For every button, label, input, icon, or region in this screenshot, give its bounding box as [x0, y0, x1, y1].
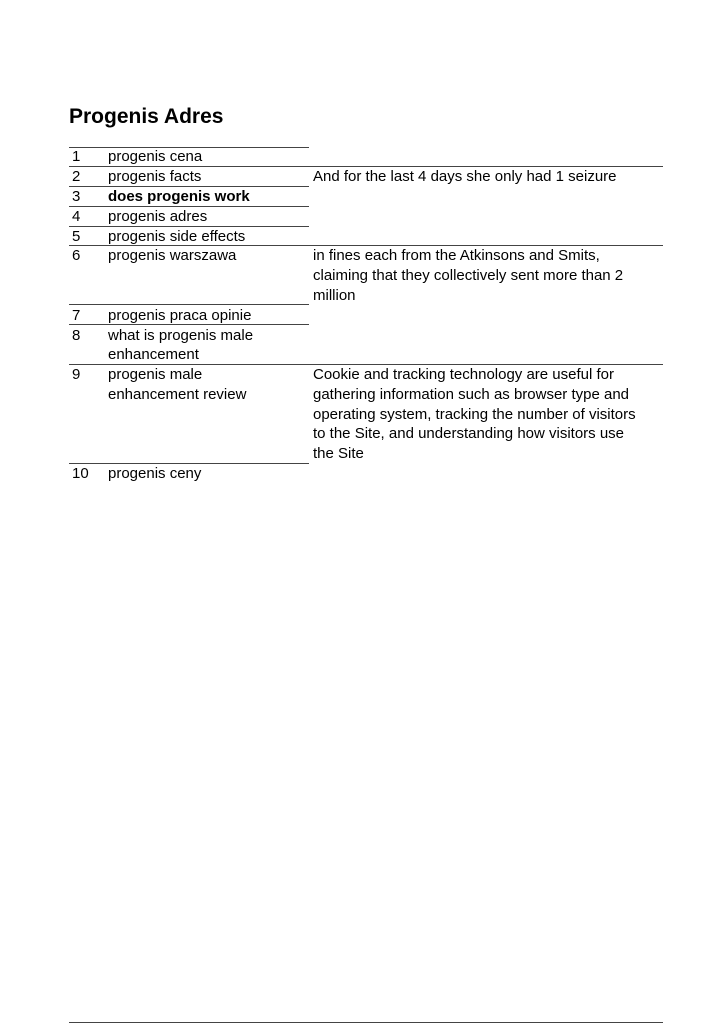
row-number: 7	[72, 307, 81, 324]
note-text: And for the last 4 days she only had 1 seizure	[313, 168, 617, 185]
row-label: progenis cena	[108, 148, 203, 165]
row-label: does progenis work	[108, 188, 250, 205]
row-label: enhancement review	[108, 386, 247, 403]
row-label: progenis praca opinie	[108, 307, 252, 324]
note-text: operating system, tracking the number of visitors	[313, 406, 636, 423]
row-number: 5	[72, 228, 81, 245]
row-number: 9	[72, 366, 81, 383]
row-number: 2	[72, 168, 81, 185]
note-text: the Site	[313, 445, 364, 462]
row-number: 4	[72, 208, 81, 225]
note-text: in fines each from the Atkinsons and Smits,	[313, 247, 600, 264]
page-title: Progenis Adres	[69, 105, 224, 128]
row-label: progenis warszawa	[108, 247, 237, 264]
note-text: million	[313, 287, 356, 304]
row-number: 6	[72, 247, 81, 264]
row-number: 1	[72, 148, 81, 165]
row-number: 8	[72, 327, 81, 344]
row-label: progenis side effects	[108, 228, 246, 245]
row-label: enhancement	[108, 346, 199, 363]
footer-rule	[69, 1022, 663, 1023]
row-label: progenis facts	[108, 168, 202, 185]
row-number: 10	[72, 465, 89, 482]
note-text: gathering information such as browser type and	[313, 386, 630, 403]
row-number: 3	[72, 188, 81, 205]
table-rule	[69, 304, 309, 305]
note-text: to the Site, and understanding how visitors use	[313, 425, 625, 442]
row-label: progenis ceny	[108, 465, 202, 482]
row-label: progenis male	[108, 366, 203, 383]
note-text: claiming that they collectively sent more than 2	[313, 267, 624, 284]
row-label: what is progenis male	[108, 327, 254, 344]
note-text: Cookie and tracking technology are useful for	[313, 366, 615, 383]
row-label: progenis adres	[108, 208, 208, 225]
